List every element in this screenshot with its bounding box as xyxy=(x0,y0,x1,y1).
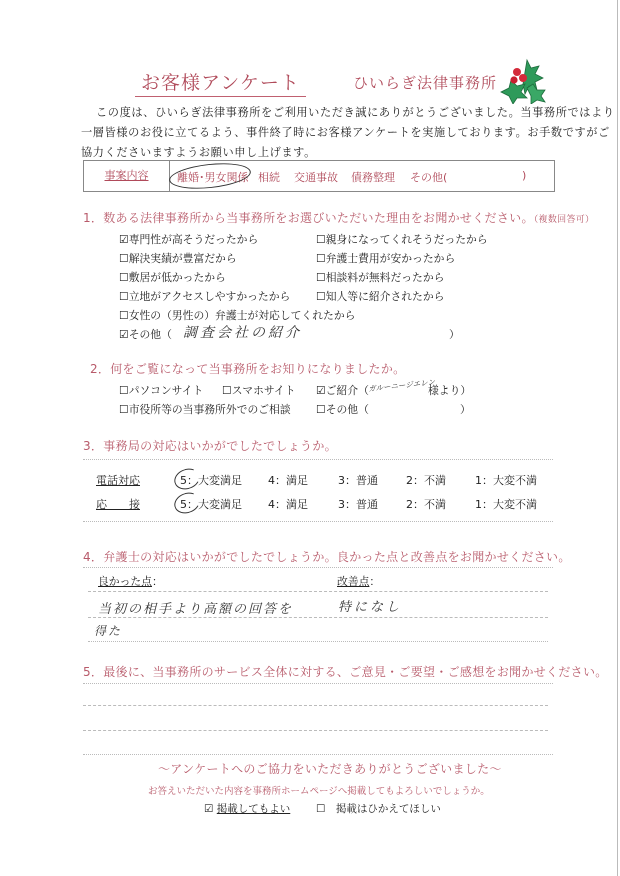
q4-improve-handwritten[interactable]: 特になし xyxy=(338,600,403,615)
divider xyxy=(83,754,553,755)
intro-line-2: 一層皆様のお役に立てるよう、事件終了時にお客様アンケートを実施しております。お手数ですがご xyxy=(81,126,610,139)
rating-option[interactable]: 1：大変不満 xyxy=(475,474,537,487)
rating-option[interactable]: 2：不満 xyxy=(406,498,446,511)
q4-question: 4．弁護士の対応はいかがでしたでしょうか。良かった点と改善点をお聞かせください。 xyxy=(83,550,571,564)
q1-item[interactable]: ☑専門性が高そうだったから xyxy=(119,233,259,246)
divider xyxy=(83,683,553,684)
divider xyxy=(83,521,553,522)
case-type-box xyxy=(83,160,555,192)
q1-item[interactable]: ☐立地がアクセスしやすかったから xyxy=(119,290,291,303)
consent-question: お答えいただいた内容を事務所ホームページへ掲載してもよろしいでしょうか。 xyxy=(148,786,490,797)
consent-no-option[interactable]: ☐ 掲載はひかえてほしい xyxy=(316,803,441,815)
q4-improve-label: 改善点： xyxy=(337,575,381,588)
q2-item-referral[interactable]: ☑ご紹介（ xyxy=(316,384,369,397)
divider xyxy=(83,567,553,568)
answer-line xyxy=(88,591,548,592)
scan-edge-line xyxy=(617,0,618,876)
case-option-other-close: ) xyxy=(522,169,527,182)
q1-item[interactable]: ☐解決実績が豊富だから xyxy=(119,252,237,265)
rating-option[interactable]: 5：大変満足 xyxy=(180,474,242,487)
case-option-other[interactable]: その他( xyxy=(410,171,448,184)
q1-item[interactable]: ☐敷居が低かったから xyxy=(119,271,226,284)
q4-good-handwritten-2[interactable]: 得た xyxy=(94,624,123,638)
q1-item[interactable]: ☐相談料が無料だったから xyxy=(316,271,445,284)
answer-line xyxy=(88,641,548,642)
q1-item[interactable]: ☐親身になってくれそうだったから xyxy=(316,233,488,246)
q1-other-close: ） xyxy=(449,328,460,341)
q2-item[interactable]: ☐スマホサイト xyxy=(222,384,296,397)
q4-good-handwritten-1[interactable]: 当初の相手より高額の回答を xyxy=(98,602,294,617)
selected-circle-mark xyxy=(171,489,202,517)
intro-line-3: 協力くださいますようお願い申し上げます。 xyxy=(81,146,316,159)
case-option-traffic[interactable]: 交通事故 xyxy=(294,171,338,184)
q1-item-other[interactable]: ☑その他（ xyxy=(119,328,172,341)
answer-line xyxy=(88,617,548,618)
q2-question: 2．何をご覧になって当事務所をお知りになりましたか。 xyxy=(90,362,406,376)
holly-icon xyxy=(497,58,549,104)
thanks-message: ～アンケートへのご協力をいただきありがとうございました～ xyxy=(158,762,502,776)
q5-question: 5．最後に、当事務所のサービス全体に対する、ご意見・ご要望・ご感想をお聞かせください。 xyxy=(83,665,608,679)
q2-item[interactable]: ☐市役所等の当事務所外でのご相談 xyxy=(119,403,291,416)
answer-line[interactable] xyxy=(83,730,548,731)
selected-circle-mark xyxy=(168,160,252,192)
q1-item[interactable]: ☐弁護士費用が安かったから xyxy=(316,252,456,265)
q2-item[interactable]: ☐パソコンサイト xyxy=(119,384,204,397)
q1-other-handwritten[interactable]: 調査会社の紹介 xyxy=(183,325,302,341)
q2-referral-suffix: 様より） xyxy=(428,384,472,397)
rating-option[interactable]: 4：満足 xyxy=(268,498,308,511)
selected-circle-mark xyxy=(171,465,202,493)
q4-good-label: 良かった点： xyxy=(98,575,163,588)
answer-line[interactable] xyxy=(83,705,548,706)
q2-other-close: ） xyxy=(460,403,471,416)
office-name: ひいらぎ法律事務所 xyxy=(353,74,498,92)
q2-referral-handwritten[interactable]: ガルーニージエレン xyxy=(367,377,436,394)
rating-option[interactable]: 4：満足 xyxy=(268,474,308,487)
case-option-debt[interactable]: 債務整理 xyxy=(351,171,395,184)
divider xyxy=(83,459,553,460)
rating-option[interactable]: 3：普通 xyxy=(338,498,378,511)
rating-option[interactable]: 5：大変満足 xyxy=(180,498,242,511)
consent-yes-option[interactable]: ☑ 掲載してもよい xyxy=(204,803,291,815)
case-option-inheritance[interactable]: 相続 xyxy=(258,171,280,184)
q2-item[interactable]: ☐その他（ xyxy=(316,403,369,416)
q1-question xyxy=(83,209,594,226)
case-option-divorce[interactable]: 離婚･男女関係 xyxy=(177,171,249,184)
rating-option[interactable]: 3：普通 xyxy=(338,474,378,487)
q3-row-label-reception: 応 接 xyxy=(96,498,140,511)
q3-question: 3．事務局の対応はいかがでしたでしょうか。 xyxy=(83,439,337,453)
q1-item[interactable]: ☐知人等に紹介されたから xyxy=(316,290,445,303)
rating-option[interactable]: 2：不満 xyxy=(406,474,446,487)
q1-question-text: 1．数ある法律事務所から当事務所をお選びいただいた理由をお聞かせください。 xyxy=(83,211,534,225)
q1-note: （複数回答可） xyxy=(533,215,595,225)
q1-item[interactable]: ☐女性の（男性の）弁護士が対応してくれたから xyxy=(119,309,356,322)
intro-line-1: この度は、ひいらぎ法律事務所をご利用いただき誠にありがとうございました。当事務所ではより xyxy=(96,106,615,119)
q3-row-label-phone: 電話対応 xyxy=(96,474,140,487)
case-type-label: 事案内容 xyxy=(84,161,170,191)
page-title: お客様アンケート xyxy=(135,68,306,97)
rating-option[interactable]: 1：大変不満 xyxy=(475,498,537,511)
